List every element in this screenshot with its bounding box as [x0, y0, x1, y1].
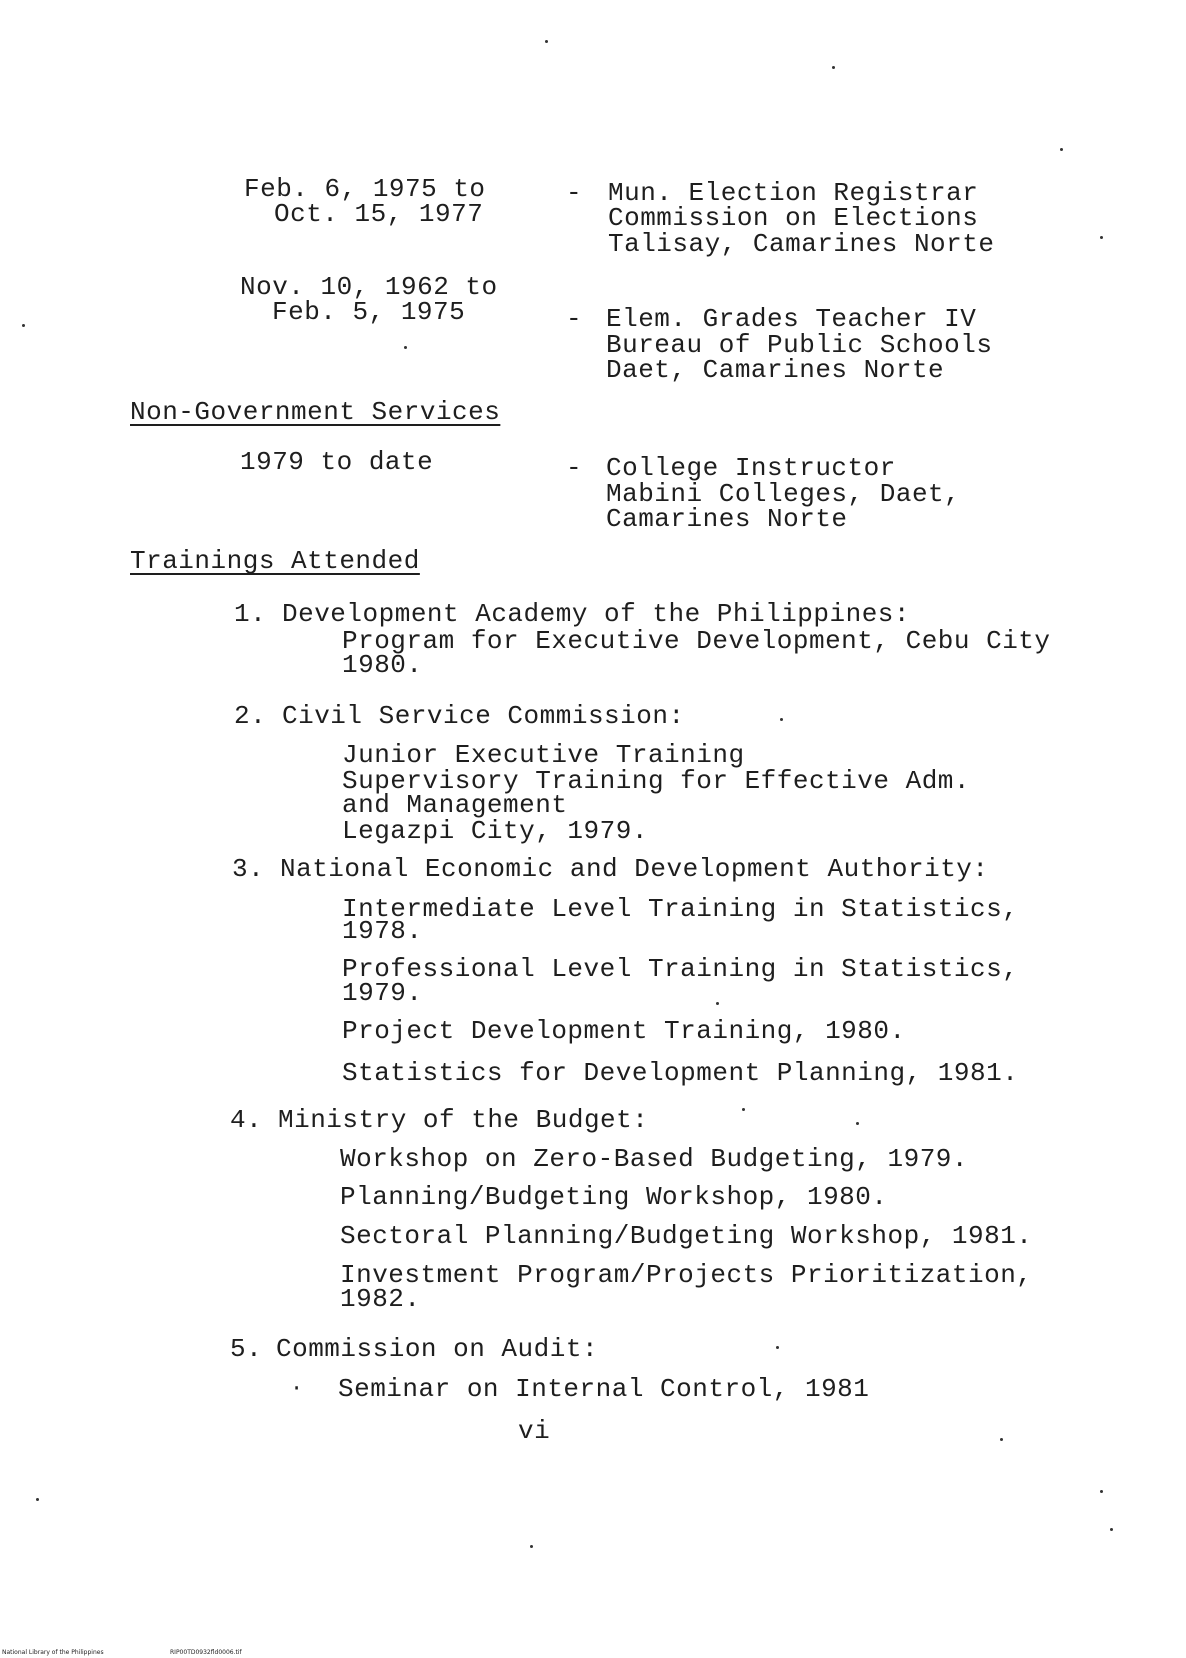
service-1-position: Mun. Election Registrar: [608, 178, 979, 208]
training-line: 1982.: [340, 1284, 421, 1314]
training-number: 2.: [234, 701, 267, 731]
service-2-dash: -: [566, 304, 582, 334]
scan-speck: [856, 1122, 859, 1125]
training-line: Legazpi City, 1979.: [342, 816, 648, 846]
training-org: Commission on Audit:: [276, 1334, 599, 1364]
training-line: 1980.: [342, 650, 423, 680]
bullet-icon: ·: [290, 1376, 304, 1401]
scan-speck: [1110, 1528, 1113, 1531]
scan-speck: [780, 718, 783, 721]
training-line: Intermediate Level Training in Statistics,: [342, 894, 1019, 924]
service-1-date: Feb. 6, 1975 to: [244, 174, 486, 204]
service-1-position: Commission on Elections: [608, 203, 979, 233]
scan-speck: [1100, 236, 1103, 239]
scan-speck: [776, 1346, 779, 1349]
service-1-dash: -: [566, 178, 582, 208]
non-government-date: 1979 to date: [240, 447, 434, 477]
scan-speck: [832, 66, 835, 69]
training-line: 1978.: [342, 916, 423, 946]
training-org: National Economic and Development Authority:: [280, 854, 989, 884]
service-1-date: Oct. 15, 1977: [274, 199, 484, 229]
non-government-position: College Instructor: [606, 453, 896, 483]
training-org: Civil Service Commission:: [282, 701, 685, 731]
training-line: Project Development Training, 1980.: [342, 1016, 906, 1046]
non-government-position: Mabini Colleges, Daet,: [606, 479, 961, 509]
scan-speck: [1060, 148, 1063, 151]
training-line: Seminar on Internal Control, 1981: [338, 1374, 870, 1404]
training-line: and Management: [342, 790, 568, 820]
training-number: 5.: [230, 1334, 263, 1364]
scan-speck: [404, 346, 407, 349]
service-2-date: Feb. 5, 1975: [272, 297, 466, 327]
scan-speck: [530, 1545, 533, 1548]
scan-speck: [1000, 1438, 1003, 1441]
scan-speck: [1100, 1490, 1103, 1493]
scan-speck: [742, 1108, 745, 1111]
training-line: Supervisory Training for Effective Adm.: [342, 766, 970, 796]
service-2-position: Daet, Camarines Norte: [606, 355, 945, 385]
scan-speck: [545, 40, 548, 43]
footer-file: RIP00TD0932fld0006.tif: [170, 1649, 242, 1656]
training-line: Workshop on Zero-Based Budgeting, 1979.: [340, 1144, 968, 1174]
training-org: Ministry of the Budget:: [278, 1105, 649, 1135]
footer-library: National Library of the Philippines: [2, 1649, 104, 1656]
non-government-position: Camarines Norte: [606, 504, 848, 534]
training-org: Development Academy of the Philippines:: [282, 599, 910, 629]
training-line: Planning/Budgeting Workshop, 1980.: [340, 1182, 888, 1212]
non-government-dash: -: [566, 453, 582, 483]
scan-speck: [716, 1002, 719, 1005]
training-line: Statistics for Development Planning, 1981.: [342, 1058, 1019, 1088]
non-government-heading: Non-Government Services: [130, 397, 501, 427]
scan-speck: [22, 324, 25, 327]
training-line: Junior Executive Training: [342, 740, 745, 770]
service-2-position: Bureau of Public Schools: [606, 330, 993, 360]
training-number: 3.: [232, 854, 265, 884]
scan-speck: [36, 1498, 39, 1501]
service-2-date: Nov. 10, 1962 to: [240, 272, 498, 302]
service-2-position: Elem. Grades Teacher IV: [606, 304, 977, 334]
page-number: vi: [518, 1416, 551, 1446]
training-number: 4.: [230, 1105, 263, 1135]
training-line: Program for Executive Development, Cebu City: [342, 626, 1051, 656]
training-line: Professional Level Training in Statistics,: [342, 954, 1019, 984]
training-line: 1979.: [342, 978, 423, 1008]
training-number: 1.: [234, 599, 267, 629]
training-line: Sectoral Planning/Budgeting Workshop, 1981.: [340, 1221, 1033, 1251]
service-1-position: Talisay, Camarines Norte: [608, 229, 995, 259]
training-line: Investment Program/Projects Prioritization,: [340, 1260, 1033, 1290]
trainings-heading: Trainings Attended: [130, 546, 420, 576]
